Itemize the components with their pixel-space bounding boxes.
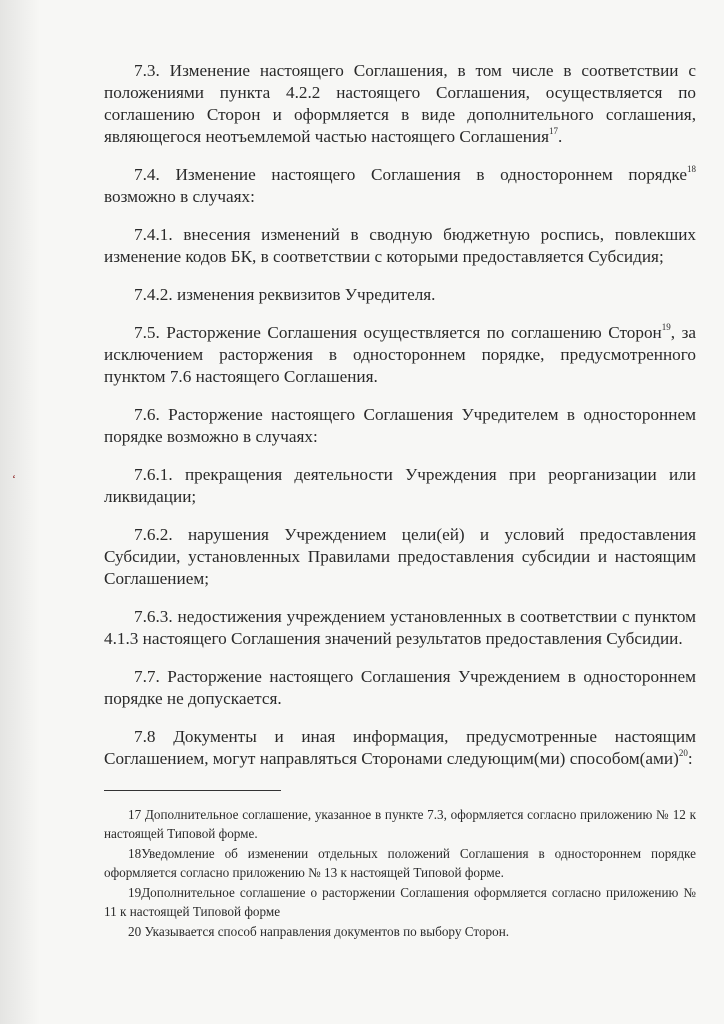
footnote-ref[interactable]: 18 [687,164,696,174]
paragraph-7-4 [104,164,696,208]
paragraph-text: 7.4. Изменение настоящего Соглашения в одностороннем порядке [134,165,687,184]
paragraph-7-4-1: 7.4.1. внесения изменений в сводную бюджетную роспись, повлекших изменение кодов БК, в соответствии с которыми предоставляется Субсидия; [104,225,696,266]
paragraph-7-5 [104,322,696,388]
footnote-18: 18Уведомление об изменении отдельных положений Соглашения в одностороннем порядке оформляется согласно приложению № 13 к настоящей Типовой форме. [104,846,696,880]
footnote-20: 20 Указывается способ направления документов по выбору Сторон. [128,924,510,939]
paragraph-7-3 [104,60,696,148]
paragraph-7-6-1: 7.6.1. прекращения деятельности Учреждения при реорганизации или ликвидации; [104,465,696,506]
scan-speck: ‘ [12,472,16,486]
paragraph-7-7: 7.7. Расторжение настоящего Соглашения Учреждением в одностороннем порядке не допускается. [104,667,696,708]
document-body [104,60,696,942]
paragraph-text: 7.3. Изменение настоящего Соглашения, в том числе в соответствии с положениями пункта 4.2.2 настоящего Соглашения, осуществляется по соглашению Сторон и оформляется в виде дополнительного соглашения, являющегося неотъемлемой частью настоящего Соглашения [104,61,696,146]
paragraph-7-6-2: 7.6.2. нарушения Учреждением цели(ей) и условий предоставления Субсидии, установленных Правилами предоставления субсидии и настоящим Соглашением; [104,525,696,588]
paragraph-tail: , за исключением расторжения в одностороннем порядке, предусмотренного пунктом 7.6 настоящего Соглашения. [104,323,696,386]
paragraph-7-6: 7.6. Расторжение настоящего Соглашения Учредителем в одностороннем порядке возможно в случаях: [104,405,696,446]
footnote-19: 19Дополнительное соглашение о расторжении Соглашения оформляется согласно приложению № 11 к настоящей Типовой форме [104,885,696,919]
footnote-ref[interactable]: 20 [678,748,688,758]
paragraph-7-6-3: 7.6.3. недостижения учреждением установленных в соответствии с пунктом 4.1.3 настоящего Соглашения значений результатов предоставления Субсидии. [104,607,696,648]
paragraph-tail: . [558,127,563,146]
footnote-17: 17 Дополнительное соглашение, указанное в пункте 7.3, оформляется согласно приложению № 12 к настоящей Типовой форме. [104,807,696,841]
paragraph-text: 7.5. Расторжение Соглашения осуществляется по соглашению Сторон [134,323,662,342]
footnote-ref[interactable]: 19 [661,322,671,332]
paragraph-tail: : [687,749,693,768]
paragraph-7-8 [104,726,696,770]
scan-shadow [0,0,40,1024]
paragraph-tail: возможно в случаях: [104,187,255,206]
paragraph-7-4-2: 7.4.2. изменения реквизитов Учредителя. [134,285,436,304]
paragraph-text: 7.8 Документы и иная информация, предусмотренные настоящим Соглашением, могут направляться Сторонами следующим(ми) способом(ами) [104,727,696,768]
footnote-separator [104,790,281,791]
footnote-ref[interactable]: 17 [549,126,559,136]
